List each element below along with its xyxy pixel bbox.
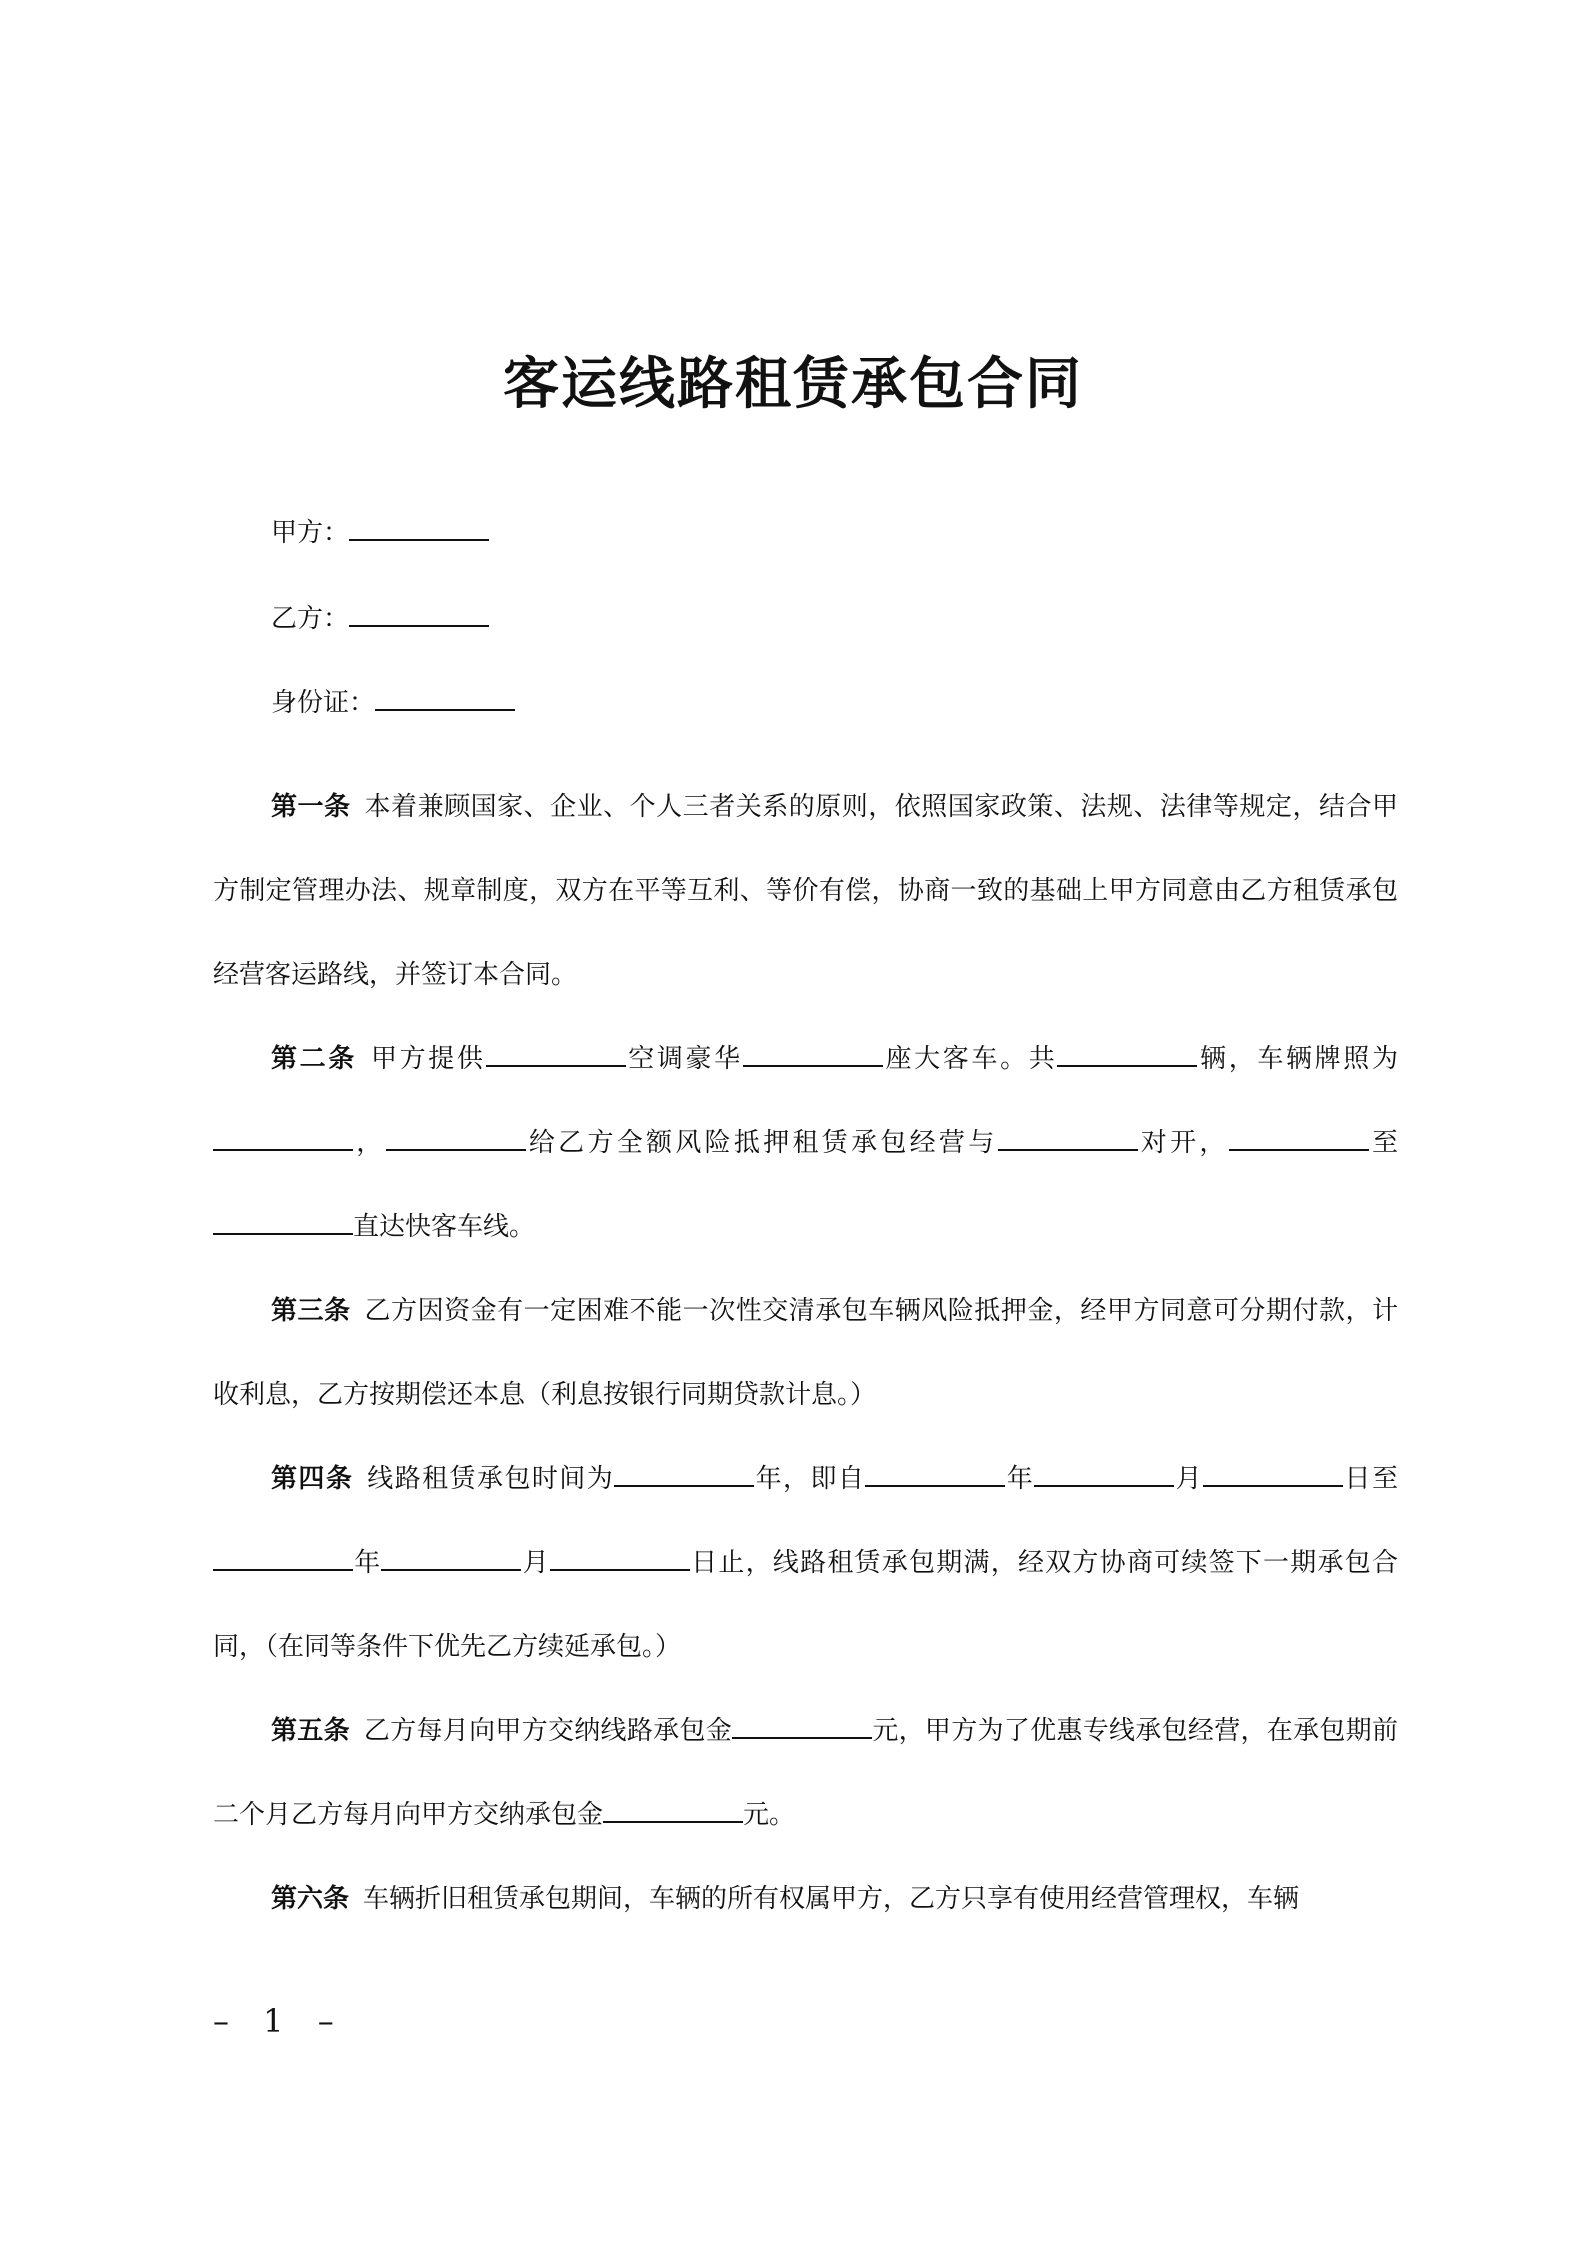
article-text: 年	[1005, 1464, 1035, 1494]
fill-in-blank[interactable]	[732, 1715, 872, 1739]
article-2	[213, 1017, 1398, 1269]
fill-in-blank[interactable]	[614, 1463, 754, 1487]
article-heading: 第二条	[271, 1044, 357, 1074]
article-text: 乙方每月向甲方交纳线路承包金	[363, 1716, 733, 1746]
party-b-line	[271, 599, 489, 639]
article-1	[213, 765, 1398, 1017]
article-text: 日至	[1343, 1464, 1398, 1494]
fill-in-blank[interactable]	[865, 1463, 1005, 1487]
fill-in-blank[interactable]	[1057, 1043, 1197, 1067]
article-5	[213, 1689, 1398, 1857]
article-heading: 第五条	[271, 1716, 350, 1746]
page-number: – 1 –	[213, 2002, 346, 2040]
fill-in-blank[interactable]	[386, 1127, 526, 1151]
article-heading: 第三条	[271, 1296, 351, 1326]
article-text: 乙方因资金有一定困难不能一次性交清承包车辆风险抵押金，经甲方同意可分期付款，计收利息，乙方按期偿还本息（利息按银行同期贷款计息。）	[213, 1296, 1398, 1410]
id-card-line	[271, 683, 515, 723]
fill-in-blank[interactable]	[213, 1127, 353, 1151]
article-text: 车辆折旧租赁承包期间，车辆的所有权属甲方，乙方只享有使用经营管理权，车辆	[363, 1884, 1300, 1914]
fill-in-blank[interactable]	[381, 1547, 521, 1571]
article-text: 年	[353, 1548, 382, 1578]
article-4	[213, 1437, 1398, 1689]
fill-in-blank[interactable]	[486, 1043, 626, 1067]
article-text: 元。	[743, 1800, 796, 1830]
article-text: 辆，车辆牌照为	[1197, 1044, 1398, 1074]
article-text: 月	[1174, 1464, 1204, 1494]
article-text: 线路租赁承包时间为	[367, 1464, 615, 1494]
article-heading: 第六条	[271, 1884, 350, 1914]
fill-in-blank[interactable]	[550, 1547, 690, 1571]
article-text: 月	[521, 1548, 550, 1578]
id-card-blank[interactable]	[375, 687, 515, 711]
article-text: 本着兼顾国家、企业、个人三者关系的原则，依照国家政策、法规、法律等规定，结合甲方制定管理办法、规章制度，双方在平等互利、等价有偿，协商一致的基础上甲方同意由乙方租赁承包经营客运路线，并签订本合同。	[213, 792, 1398, 990]
article-3	[213, 1269, 1398, 1437]
contract-body	[213, 765, 1398, 1941]
document-title: 客运线路租赁承包合同	[503, 352, 1083, 417]
fill-in-blank[interactable]	[1034, 1463, 1174, 1487]
fill-in-blank[interactable]	[213, 1547, 353, 1571]
article-text: 座大客车。共	[882, 1044, 1058, 1074]
article-text: 日止，线路租赁承包期满，经双方协商可续签下一期承包合同，（在同等条件下优先乙方续延承包。）	[213, 1548, 1398, 1662]
article-text: 至	[1368, 1128, 1398, 1158]
article-text: 对开，	[1137, 1128, 1229, 1158]
article-heading: 第一条	[271, 792, 351, 822]
article-6	[213, 1857, 1398, 1941]
party-b-blank[interactable]	[349, 603, 489, 627]
party-a-label: 甲方：	[271, 518, 350, 548]
article-text: 给乙方全额风险抵押租赁承包经营与	[525, 1128, 998, 1158]
party-a-blank[interactable]	[349, 517, 489, 541]
article-text: 直达快客车线。	[353, 1212, 536, 1242]
fill-in-blank[interactable]	[1203, 1463, 1343, 1487]
fill-in-blank[interactable]	[603, 1799, 743, 1823]
fill-in-blank[interactable]	[213, 1211, 353, 1235]
article-heading: 第四条	[271, 1464, 354, 1494]
fill-in-blank[interactable]	[743, 1043, 883, 1067]
article-text: 元，甲方为了优惠专线承包经营，在承包期前二个月乙方每月向甲方交纳承包金	[213, 1716, 1398, 1830]
party-b-label: 乙方：	[271, 604, 350, 634]
fill-in-blank[interactable]	[998, 1127, 1138, 1151]
article-text: 年，即自	[754, 1464, 866, 1494]
article-text: ，	[353, 1128, 386, 1158]
id-card-label: 身份证：	[271, 688, 376, 718]
party-a-line	[271, 513, 489, 553]
article-text: 甲方提供	[370, 1044, 486, 1074]
fill-in-blank[interactable]	[1229, 1127, 1369, 1151]
article-text: 空调豪华	[625, 1044, 743, 1074]
